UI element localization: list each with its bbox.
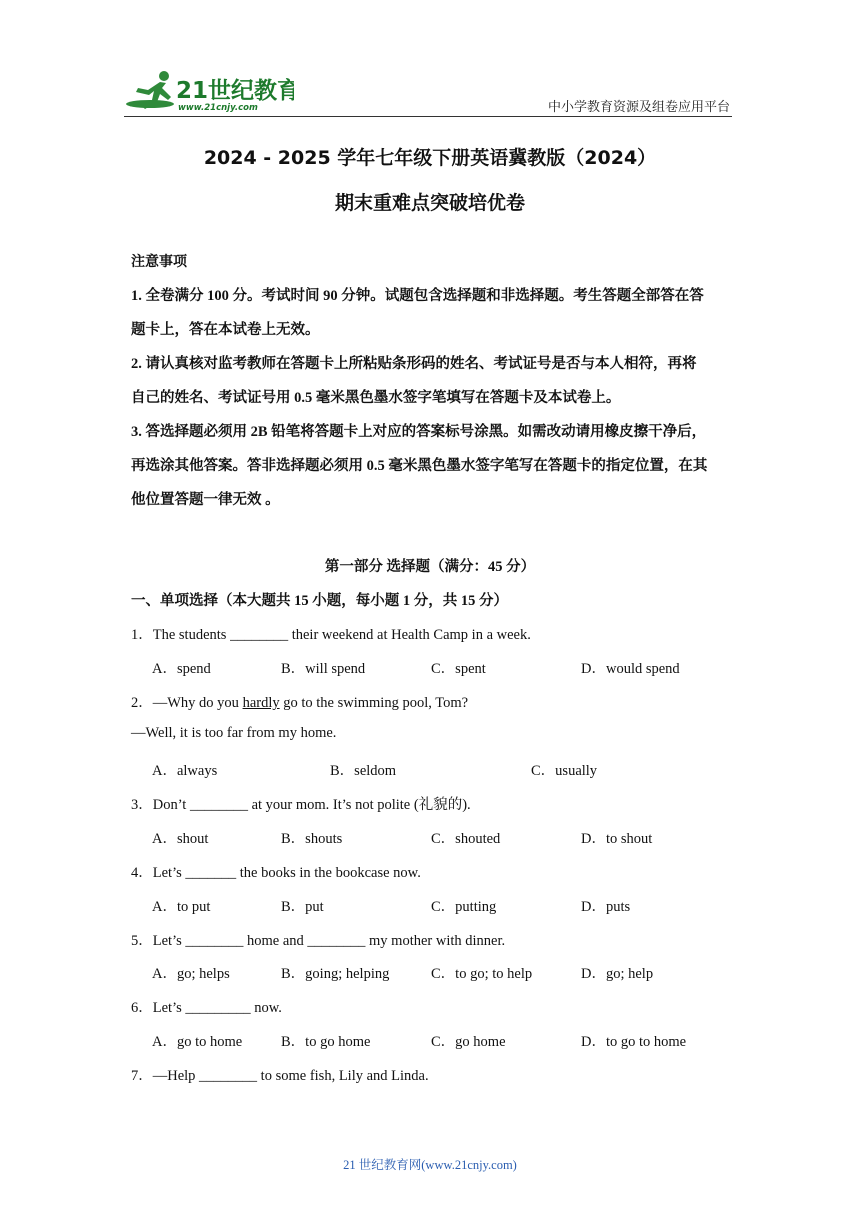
question-stem: 5．Let’s ________ home and ________ my mother with dinner. (131, 933, 506, 949)
stem-text: 2．—Why do you (131, 695, 243, 711)
answer-line: —Well, it is too far from my home. (131, 725, 337, 741)
note-line: 1. 全卷满分 100 分。考试时间 90 分钟。试题包含选择题和非选择题。考生答题全部答在答 (131, 288, 704, 304)
platform-label: 中小学教育资源及组卷应用平台 (547, 99, 730, 114)
option-c: C．spent (431, 661, 486, 677)
note-line: 2. 请认真核对监考教师在答题卡上所粘贴条形码的姓名、考试证号是否与本人相符，再将 (131, 356, 697, 372)
title-line-2: 期末重难点突破培优卷 (334, 192, 525, 214)
question-stem (131, 691, 468, 712)
question-stem: 6．Let’s _________ now. (131, 1000, 282, 1016)
option-b: B．will spend (281, 661, 366, 677)
option-c: C．usually (531, 763, 598, 779)
option-b: B．going; helping (281, 966, 390, 982)
option-c: C．shouted (431, 831, 501, 847)
note-line: 3. 答选择题必须用 2B 铅笔将答题卡上对应的答案标号涂黑。如需改动请用橡皮擦干净后， (131, 424, 707, 440)
footer-link[interactable]: 21 世纪教育网(www.21cnjy.com) (343, 1158, 517, 1172)
option-a: A．always (152, 763, 218, 779)
note-line: 再选涂其他答案。答非选择题必须用 0.5 毫米黑色墨水签字笔写在答题卡的指定位置，在其 (131, 458, 708, 474)
underlined-word: hardly (242, 695, 280, 711)
runner-logo-icon (124, 70, 294, 114)
option-b: B．seldom (330, 763, 397, 779)
option-c: C．go home (431, 1034, 506, 1050)
note-line: 题卡上，答在本试卷上无效。 (131, 322, 320, 338)
option-d: D．puts (581, 899, 631, 915)
option-a: A．go; helps (152, 966, 230, 982)
logo (124, 70, 294, 114)
logo-subtext: www.21cnjy.com (178, 103, 258, 113)
option-d: D．to go to home (581, 1034, 687, 1050)
option-b: B．shouts (281, 831, 343, 847)
option-d: D．to shout (581, 831, 653, 847)
stem-text: go to the swimming pool, Tom? (279, 695, 469, 711)
section-title: 第一部分 选择题（满分：45 分） (324, 559, 536, 575)
option-a: A．to put (152, 899, 211, 915)
option-d: D．go; help (581, 966, 654, 982)
option-d: D．would spend (581, 661, 680, 677)
option-a: A．spend (152, 661, 211, 677)
question-stem: 4．Let’s _______ the books in the bookcase now. (131, 865, 421, 881)
option-a: A．shout (152, 831, 209, 847)
question-stem: 7．—Help ________ to some fish, Lily and Linda. (131, 1068, 429, 1084)
option-a: A．go to home (152, 1034, 243, 1050)
option-b: B．put (281, 899, 324, 915)
title-line-1: 2024 - 2025 学年七年级下册英语冀教版（2024） (203, 147, 657, 169)
option-b: B．to go home (281, 1034, 371, 1050)
question-stem: 3．Don’t ________ at your mom. It’s not polite (礼貌的). (131, 797, 471, 813)
note-line: 他位置答题一律无效 。 (131, 492, 280, 508)
header-divider (124, 116, 732, 117)
question-stem: 1．The students ________ their weekend at Health Camp in a week. (131, 627, 531, 643)
logo-text: 21世纪教育 (176, 78, 294, 104)
option-c: C．putting (431, 899, 497, 915)
option-c: C．to go; to help (431, 966, 533, 982)
notes-heading: 注意事项 (131, 255, 187, 270)
note-line: 自己的姓名、考试证号用 0.5 毫米黑色墨水签字笔填写在答题卡及本试卷上。 (131, 390, 621, 406)
part-heading: 一、单项选择（本大题共 15 小题，每小题 1 分，共 15 分） (131, 593, 508, 609)
